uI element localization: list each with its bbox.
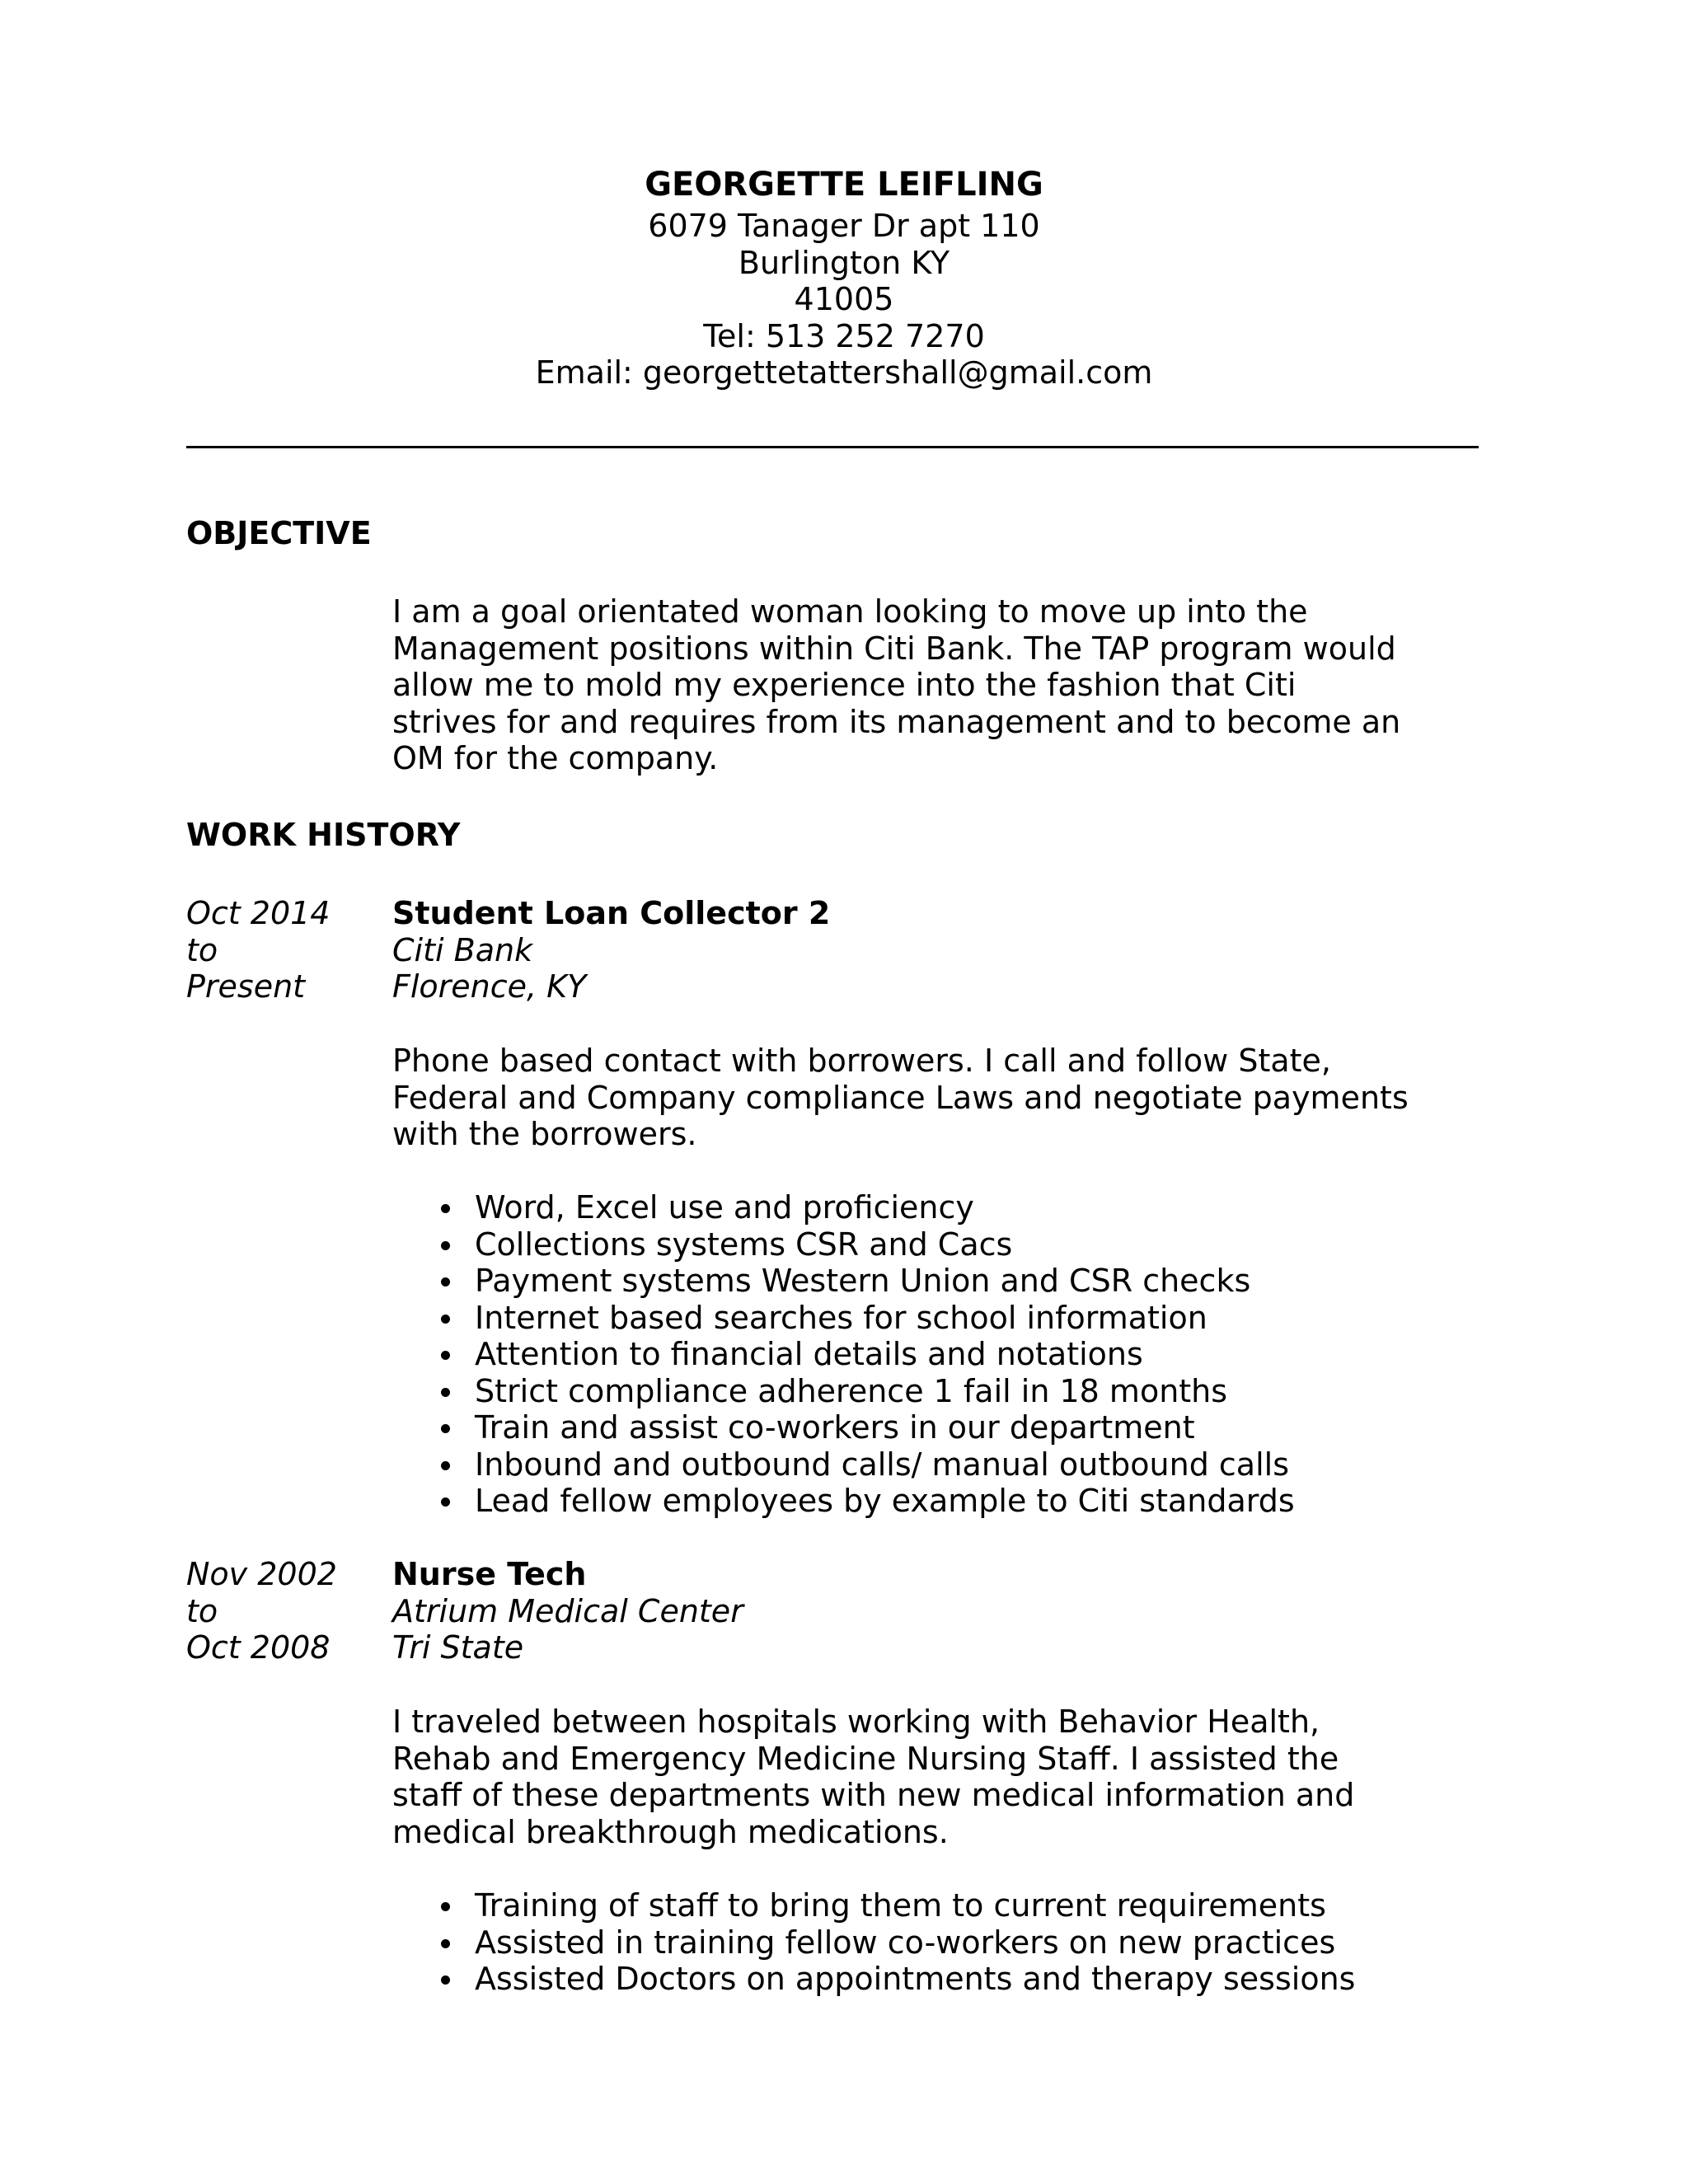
job-description — [392, 1043, 1489, 1153]
bullet-icon — [441, 1975, 450, 1985]
job-description-line: Rehab and Emergency Medicine Nursing Staff. I assisted the — [392, 1740, 1339, 1777]
bullet-text: Internet based searches for school information — [475, 1299, 1207, 1336]
list-item — [434, 1226, 1295, 1263]
bullet-icon — [441, 1939, 450, 1948]
bullet-text: Training of staff to bring them to current requirements — [475, 1887, 1326, 1924]
zip-code: 41005 — [794, 281, 894, 317]
bullet-text: Inbound and outbound calls/ manual outbound calls — [475, 1446, 1289, 1483]
objective-line: strives for and requires from its management and to become an — [392, 703, 1401, 740]
list-item — [434, 1336, 1295, 1373]
job-description-line: with the borrowers. — [392, 1116, 697, 1152]
bullet-icon — [441, 1424, 450, 1433]
bullet-text: Collections systems CSR and Cacs — [475, 1226, 1013, 1263]
address-line-1: 6079 Tanager Dr apt 110 — [648, 208, 1040, 244]
email-address: Email: georgettetattershall@gmail.com — [535, 354, 1153, 391]
job-description-line: I traveled between hospitals working with Behavior Health, — [392, 1704, 1320, 1740]
job-location: Tri State — [392, 1629, 524, 1666]
job-header — [392, 895, 830, 1005]
job-description-line: Federal and Company compliance Laws and negotiate payments — [392, 1079, 1409, 1116]
bullet-icon — [441, 1204, 450, 1213]
bullet-text: Assisted Doctors on appointments and therapy sessions — [475, 1961, 1356, 1997]
objective-line: OM for the company. — [392, 740, 719, 776]
objective-heading: OBJECTIVE — [186, 515, 372, 551]
phone-number: Tel: 513 252 7270 — [703, 317, 985, 354]
job-date-end: Oct 2008 — [186, 1629, 331, 1666]
bullet-text: Assisted in training fellow co-workers on new practices — [475, 1924, 1336, 1961]
list-item — [434, 1263, 1295, 1300]
job-header — [392, 1556, 743, 1666]
list-item — [434, 1961, 1355, 1998]
work-history-heading: WORK HISTORY — [186, 817, 461, 853]
candidate-name: GEORGETTE LEIFLING — [645, 166, 1043, 204]
bullet-icon — [441, 1497, 450, 1507]
bullet-icon — [441, 1388, 450, 1397]
list-item — [434, 1446, 1295, 1483]
objective-line: I am a goal orientated woman looking to move up into the — [392, 593, 1308, 630]
objective-line: allow me to mold my experience into the fashion that Citi — [392, 667, 1296, 703]
bullet-text: Payment systems Western Union and CSR checks — [475, 1263, 1251, 1299]
list-item — [434, 1373, 1295, 1410]
list-item — [434, 1409, 1295, 1446]
job-date-to: to — [186, 931, 218, 968]
bullet-icon — [441, 1241, 450, 1250]
list-item — [434, 1189, 1295, 1226]
address-line-2: Burlington KY — [738, 244, 950, 281]
list-item — [434, 1300, 1295, 1337]
header-divider — [186, 446, 1479, 448]
job-location: Florence, KY — [392, 968, 587, 1005]
bullet-icon — [441, 1277, 450, 1286]
bullet-text: Attention to financial details and notations — [475, 1336, 1143, 1372]
objective-line: Management positions within Citi Bank. The TAP program would — [392, 630, 1396, 667]
job-description — [392, 1704, 1489, 1850]
bullet-text: Lead fellow employees by example to Citi standards — [475, 1483, 1295, 1519]
job-bullet-list — [434, 1189, 1295, 1520]
job-date-end: Present — [186, 968, 306, 1005]
job-date-start: Oct 2014 — [186, 895, 331, 931]
job-date-to: to — [186, 1592, 218, 1629]
bullet-icon — [441, 1902, 450, 1911]
job-title: Nurse Tech — [392, 1556, 587, 1592]
bullet-text: Train and assist co-workers in our department — [475, 1409, 1195, 1446]
job-title: Student Loan Collector 2 — [392, 895, 831, 931]
resume-header — [0, 165, 1688, 391]
list-item — [434, 1483, 1295, 1520]
bullet-text: Word, Excel use and proficiency — [475, 1189, 974, 1226]
job-description-line: staff of these departments with new medical information and — [392, 1777, 1355, 1813]
bullet-text: Strict compliance adherence 1 fail in 18 months — [475, 1372, 1228, 1409]
list-item — [434, 1887, 1355, 1924]
bullet-icon — [441, 1351, 450, 1360]
list-item — [434, 1924, 1355, 1961]
job-dates — [186, 1556, 337, 1666]
job-organization: Atrium Medical Center — [392, 1592, 743, 1629]
bullet-icon — [441, 1461, 450, 1470]
job-description-line: Phone based contact with borrowers. I call and follow State, — [392, 1043, 1331, 1079]
job-bullet-list — [434, 1887, 1355, 1998]
job-dates — [186, 895, 331, 1005]
bullet-icon — [441, 1315, 450, 1324]
job-description-line: medical breakthrough medications. — [392, 1813, 949, 1850]
objective-text — [392, 593, 1489, 777]
job-date-start: Nov 2002 — [186, 1556, 337, 1592]
job-organization: Citi Bank — [392, 931, 533, 968]
